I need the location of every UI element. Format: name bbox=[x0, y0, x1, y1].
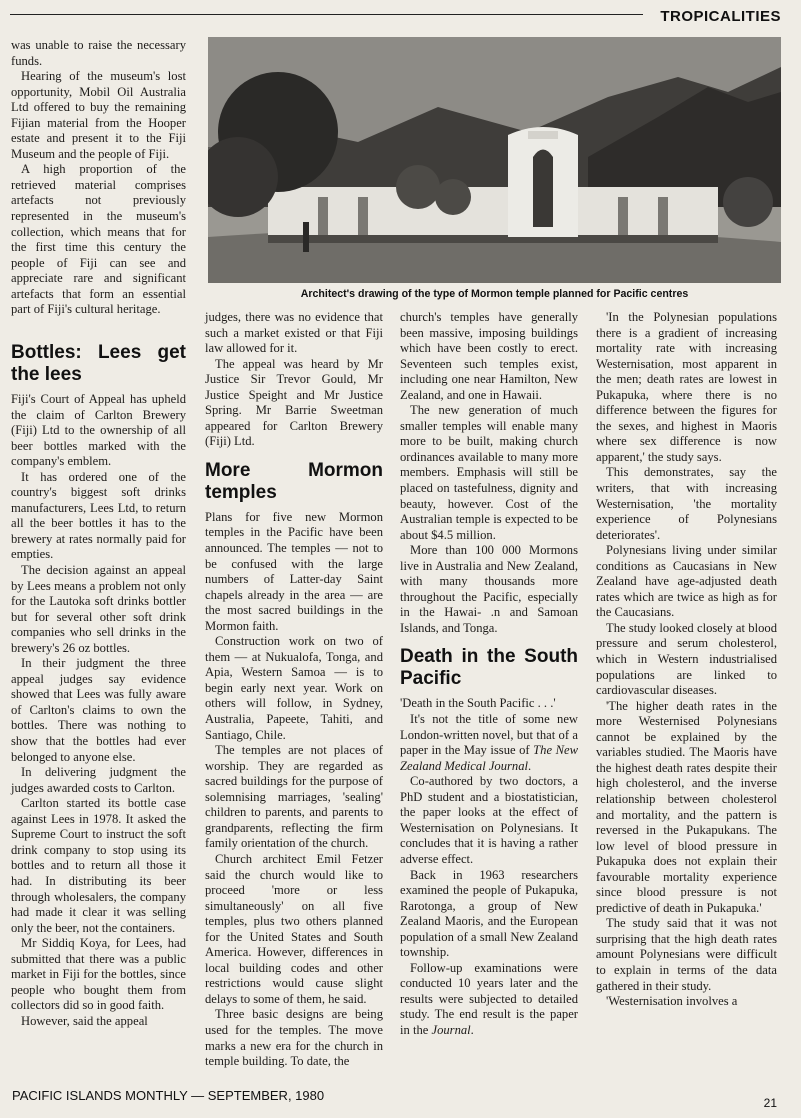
paragraph: A high proportion of the retrieved material comprises artefacts not previously represented in the museum's collection, which means that for the first time this century the people of Fiji can see and appreciate rare and significant artefacts that form an essential part of Fiji's cultural heritage. bbox=[11, 162, 186, 317]
paragraph: The new generation of much smaller temples will enable many more to be built, making church ordinances available to many more members. Emphasis will still be placed on tastefulness, dignity and beauty, however. Cost of the Australian temple is expected to be about $4.5 million. bbox=[400, 403, 578, 542]
header-rule bbox=[10, 14, 643, 15]
column-1-top bbox=[11, 38, 186, 318]
paragraph: More than 100 000 Mormons live in Australia and New Zealand, with many thousands more throughout the Pacific, especially in the Hawai- .n and Samoan Islands, and Tonga. bbox=[400, 543, 578, 635]
column-2 bbox=[205, 310, 383, 1070]
paragraph: was unable to raise the necessary funds. bbox=[11, 38, 186, 68]
journal-title: Journal bbox=[431, 1022, 471, 1037]
paragraph: 'In the Polynesian populations there is a gradient of increasing mortality rate with increasing Westernisation, most apparent in the men; death rates are lowest in Pukapuka, where there is no difference between the figures for the sexes, and highest in Maoris where sex difference is now apparent,' the study says. bbox=[596, 310, 777, 464]
paragraph: Carlton started its bottle case against Lees in 1978. It asked the Supreme Court to instruct the soft drink company to stop using its bottles and to return all those it had. In distributing its beer through wholesalers, the company had made it clear it was selling only the beer, not the containers. bbox=[11, 796, 186, 935]
photo-caption: Architect's drawing of the type of Mormon temple planned for Pacific centres bbox=[300, 288, 689, 300]
text: . bbox=[528, 758, 532, 773]
paragraph: The appeal was heard by Mr Justice Sir Trevor Gould, Mr Justice Speight and Mr Justice Spring. Mr Barrie Sweetman appeared for Carlton Brewery (Fiji) Ltd. bbox=[205, 356, 383, 449]
paragraph: In their judgment the three appeal judges say evidence showed that Lees was fully aware of Carlton's claims to own the bottles. There was nothing to show that the bottles had ever belonged to anyone else. bbox=[11, 656, 186, 764]
column-4 bbox=[596, 310, 777, 1010]
paragraph: This demonstrates, say the writers, that with increasing Westernisation, 'the mortality experience of Polynesians deteriorates'. bbox=[596, 465, 777, 542]
paragraph: 'Westernisation involves a bbox=[606, 994, 738, 1009]
text: Follow-up examinations were conducted 10 years later and the results were subjected to detailed study. The end result is the paper in the bbox=[400, 960, 578, 1037]
paragraph: The study looked closely at blood pressure and serum cholesterol, which in Western industrialised populations are linked to cardiovascular diseases. bbox=[596, 620, 777, 698]
paragraph: The study said that it was not surprising that the high death rates amount Polynesians were difficult to explain in terms of the data gathered in their study. bbox=[596, 916, 777, 993]
paragraph: In delivering judgment the judges awarded costs to Carlton. bbox=[11, 765, 186, 795]
paragraph: 'Death in the South Pacific . . .' bbox=[400, 696, 556, 711]
headline-mormon: More Mormon temples bbox=[205, 459, 383, 503]
paragraph: Polynesians living under similar conditions as Caucasians in New Zealand have age-adjusted death rates which are twice as high as for the Caucasians. bbox=[596, 543, 777, 620]
journal-title: The New Zealand Medical Journal bbox=[400, 743, 578, 773]
article-bottles bbox=[11, 332, 186, 1029]
paragraph: church's temples have generally been massive, imposing buildings which have been costly to erect. Seventeen such temples exist, including one near Hamilton, New Zealand, and one in Hawaii. bbox=[400, 310, 578, 402]
paragraph: Plans for five new Mormon temples in the Pacific have been announced. The temples — not to be confused with the large numbers of Latter-day Saint chapels already in the area — are the most sacred buildings in the Mormon faith. bbox=[205, 509, 383, 633]
paragraph bbox=[400, 961, 578, 1039]
headline-bottles: Bottles: Lees get the lees bbox=[11, 342, 186, 385]
text: . bbox=[470, 1022, 474, 1037]
section-title: TROPICALITIES bbox=[660, 8, 781, 25]
paragraph: 'The higher death rates in the more Westernised Polynesians cannot be explained by the variables studied. The Maoris have the highest death rates despite their high cholesterol, and the inverse relationship between cholesterol and mortality, and the pattern is reversed in the Pukapukans. The low level of blood pressure in Pukapuka does not explain their favourable mortality experience since blood pressure is not predictive of death in Pukapuka.' bbox=[596, 698, 777, 915]
temple-illustration bbox=[208, 37, 781, 283]
paragraph: Three basic designs are being used for the temples. The move marks a new era for the church in temple building. To date, the bbox=[205, 1007, 383, 1069]
paragraph: judges, there was no evidence that such a market existed or that Fiji law allowed for it. bbox=[205, 310, 383, 356]
paragraph: It has ordered one of the country's biggest soft drinks manufacturers, Lees Ltd, to return all the beer bottles it has to the brewery at rates normally paid for empties. bbox=[11, 469, 186, 562]
column-3 bbox=[400, 310, 578, 1039]
paragraph: Back in 1963 researchers examined the people of Pukapuka, Rarotonga, a group of New Zealand Maoris, and the European population of a small New Zealand township. bbox=[400, 867, 578, 960]
headline-death: Death in the South Pacific bbox=[400, 646, 578, 690]
paragraph: Fiji's Court of Appeal has upheld the claim of Carlton Brewery (Fiji) Ltd to the ownership of all beer bottles marked with the company's emblem. bbox=[11, 392, 186, 469]
paragraph: The decision against an appeal by Lees means a problem not only for the Lautoka soft drinks bottler but for several other soft drink companies who sell drinks in the brewery's 26 oz bottles. bbox=[11, 563, 186, 655]
paragraph bbox=[400, 712, 578, 774]
paragraph: Hearing of the museum's lost opportunity, Mobil Oil Australia Ltd offered to buy the remaining Fijian material from the Hooper estate and present it to the Fiji Museum and the people of Fiji. bbox=[11, 69, 186, 161]
paragraph: The temples are not places of worship. They are regarded as sacred buildings for the purpose of solemnising marriages, 'sealing' children to parents, and parents to grandparents, reflecting the firm family orientation of the church. bbox=[205, 743, 383, 851]
paragraph: Church architect Emil Fetzer said the church would like to proceed 'more or less simultaneously' on all five temples, plus two others planned for the United States and South America. However, differences in local building codes and other restrictions would cause slight delays to some of them, he said. bbox=[205, 851, 383, 1006]
paragraph: Mr Siddiq Koya, for Lees, had submitted that there was a public market in Fiji for the bottles, since people who bought them from collectors did so in good faith. bbox=[11, 936, 186, 1013]
paragraph: Co-authored by two doctors, a PhD student and a biostatistician, the paper looks at the effect of Westernisation on Polynesians. It concludes that it is having a rather adverse effect. bbox=[400, 774, 578, 866]
paragraph: Construction work on two of them — at Nukualofa, Tonga, and Apia, Western Samoa — is to begin early next year. Work on others will follow, in Sydney, Australia, Papeete, Tahiti, and Santiago, Chile. bbox=[205, 634, 383, 742]
footer-publication: PACIFIC ISLANDS MONTHLY — SEPTEMBER, 1980 bbox=[12, 1088, 325, 1103]
text: It's not the title of some new London-written novel, but that of a paper in the May issue of bbox=[400, 712, 578, 758]
paragraph: However, said the appeal bbox=[21, 1013, 148, 1028]
page-number: 21 bbox=[763, 1096, 777, 1110]
